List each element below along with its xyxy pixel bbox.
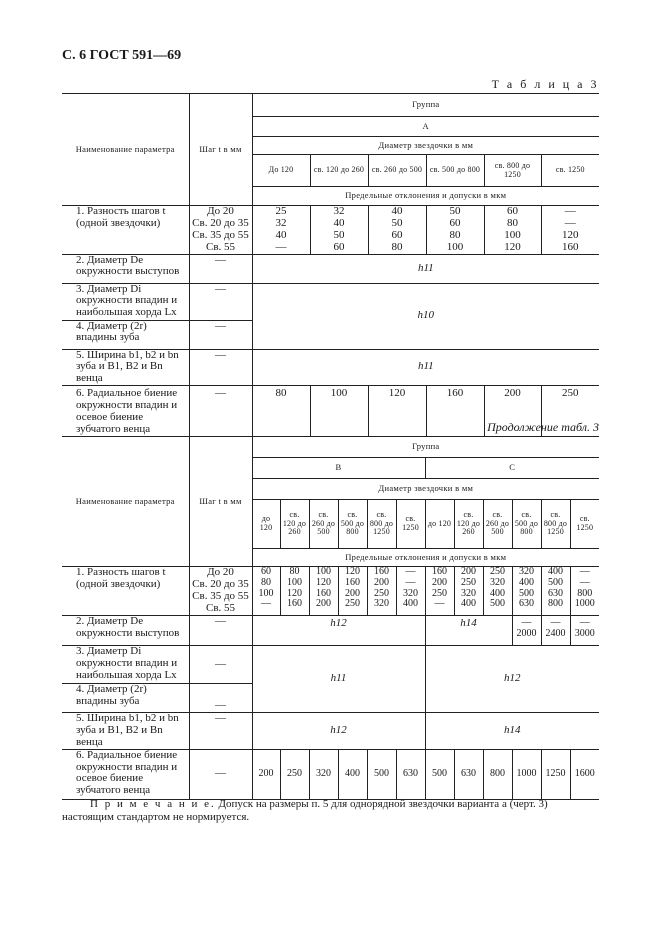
tolerance-field-c: h14 <box>425 616 512 646</box>
value-cell: 50 60 80 100 <box>426 206 484 255</box>
diameter-header: Диаметр звездочки в мм <box>252 137 599 155</box>
range-header: св. 1250 <box>570 500 599 549</box>
param-name: 6. Радиальное биение окружности впадин и осевое биение зубчатого венца <box>62 749 189 799</box>
value-cell: 320 400 500 630 <box>512 567 541 616</box>
value-cell: 250 <box>280 749 309 799</box>
range-header: св. 800 до 1250 <box>367 500 396 549</box>
tolerance-field: h10 <box>252 283 599 349</box>
group-name: B <box>252 458 425 479</box>
range-header: св. 260 до 500 <box>483 500 512 549</box>
value-cell: —2000 <box>512 616 541 646</box>
group-name: A <box>252 117 599 137</box>
value-cell: 250 320 400 500 <box>483 567 512 616</box>
step-value: — <box>189 283 252 320</box>
param-name: 6. Радиальное биение окружности впадин и осевое биение зубчатого венца <box>62 386 189 436</box>
table-label: Т а б л и ц а 3 <box>491 77 599 91</box>
diameter-header: Диаметр звездочки в мм <box>252 479 599 500</box>
param-name: 2. Диаметр De окружности выступов <box>62 616 189 646</box>
value-cell: 250 <box>562 387 579 400</box>
value-cell: 80 <box>252 386 310 436</box>
value-cell: 60 80 100 120 <box>484 206 541 255</box>
value-cell: 500 <box>425 749 454 799</box>
step-value: — <box>189 646 252 684</box>
param-name: 3. Диаметр Di окружности впадин и наибольшая хорда Lx <box>62 283 189 320</box>
page-header: С. 6 ГОСТ 591—69 <box>62 48 182 63</box>
value-cell: 200 <box>484 386 541 436</box>
range-header: св. 120 до 260 <box>310 155 368 187</box>
value-cell: 40 50 60 80 <box>368 206 426 255</box>
step-values <box>189 567 252 616</box>
value-cell: 100 120 160 200 <box>309 567 338 616</box>
step-column-header: Шаг t в мм <box>189 94 252 206</box>
group-header: Группа <box>252 94 599 117</box>
tolerance-table-group-a <box>62 93 599 436</box>
value-cell: 120 <box>368 386 426 436</box>
deviations-header: Предельные отклонения и допуски в мкм <box>252 187 599 206</box>
range-header: св. 260 до 500 <box>309 500 338 549</box>
step-value: До 20 <box>207 205 234 217</box>
tolerance-field-c: h14 <box>425 713 599 750</box>
tolerance-field: h11 <box>252 349 599 386</box>
value-cell: 1600 <box>570 749 599 799</box>
range-header: св. 500 до 800 <box>338 500 367 549</box>
table-note <box>62 798 602 824</box>
range-header: св. 120 до 260 <box>280 500 309 549</box>
continuation-label: Продолжение табл. 3 <box>487 420 599 434</box>
group-header: Группа <box>252 437 599 458</box>
step-value: Св. 35 до 55 <box>192 589 249 602</box>
value-cell: 160 200 250 — <box>425 567 454 616</box>
param-name: 1. Разность шагов t (одной звездочки) <box>62 567 189 616</box>
step-value: — <box>189 616 252 646</box>
range-header: до 120 <box>425 500 454 549</box>
value-cell: 630 <box>454 749 483 799</box>
step-column-header: Шаг t в мм <box>189 437 252 567</box>
step-value: — <box>189 749 252 799</box>
step-values <box>189 206 252 255</box>
value-cell: 500 <box>367 749 396 799</box>
range-header: До 120 <box>252 155 310 187</box>
value-cell: 1000 <box>512 749 541 799</box>
param-name: 3. Диаметр Di окружности впадин и наибольшая хорда Lx <box>62 646 189 684</box>
range-header: св. 500 до 800 <box>426 155 484 187</box>
value-cell: 60 80 100 — <box>252 567 280 616</box>
value-cell: — — 320 400 <box>396 567 425 616</box>
value-cell: 160 <box>426 386 484 436</box>
value-cell: 160 200 250 320 <box>367 567 396 616</box>
value-cell: —3000 <box>570 616 599 646</box>
value-cell: 400 500 630 800 <box>541 567 570 616</box>
value-cell: 200 250 320 400 <box>454 567 483 616</box>
value-cell: 120 160 200 250 <box>338 567 367 616</box>
range-header: св. 800 до 1250 <box>484 155 541 187</box>
value-cell: 400 <box>338 749 367 799</box>
value-cell: 100 <box>310 386 368 436</box>
range-header: св. 500 до 800 <box>512 500 541 549</box>
step-value: — <box>189 320 252 349</box>
value-cell: — — 120 160 <box>541 206 599 255</box>
range-header: св. 1250 <box>396 500 425 549</box>
group-name: C <box>425 458 599 479</box>
param-name: 1. Разность шагов t (одной звездочки) <box>62 206 189 255</box>
range-header: до 120 <box>252 500 280 549</box>
tolerance-field-c: h12 <box>425 646 599 713</box>
note-text: Допуск на размеры п. 5 для однорядной звездочки варианта а (черт. 3) настоящим стандартом не нормируется. <box>62 798 548 823</box>
tolerance-field-b: h12 <box>252 713 425 750</box>
param-column-header: Наименование параметра <box>62 94 189 206</box>
range-header: св. 800 до 1250 <box>541 500 570 549</box>
range-header: св. 260 до 500 <box>368 155 426 187</box>
step-value: — <box>189 349 252 386</box>
value-cell: 25 32 40 — <box>252 206 310 255</box>
tolerance-field: h11 <box>252 254 599 283</box>
step-value: — <box>189 386 252 436</box>
value-cell: 32 40 50 60 <box>310 206 368 255</box>
note-label: П р и м е ч а н и е. <box>90 798 216 810</box>
value-cell: 200 <box>252 749 280 799</box>
step-value: Св. 20 до 35 <box>192 577 249 590</box>
param-name: 5. Ширина b1, b2 и bn зуба и B1, B2 и Bn венца <box>62 349 189 386</box>
tolerance-field-b: h12 <box>252 616 425 646</box>
value-cell: —2400 <box>541 616 570 646</box>
deviations-header: Предельные отклонения и допуски в мкм <box>252 549 599 567</box>
step-value: — <box>189 713 252 750</box>
param-column-header: Наименование параметра <box>62 437 189 567</box>
value-cell: 630 <box>396 749 425 799</box>
value-cell: — — 800 1000 <box>570 567 599 616</box>
step-value: Св. 35 до 55 <box>192 228 249 241</box>
tolerance-field-b: h11 <box>252 646 425 713</box>
step-value: Св. 55 <box>205 601 236 614</box>
tolerance-table-groups-b-c <box>62 436 599 800</box>
value-cell: 1250 <box>541 749 570 799</box>
range-header: св. 1250 <box>541 155 599 187</box>
param-name: 4. Диаметр (2r) впадины зуба <box>62 320 189 349</box>
step-value: До 20 <box>207 566 234 578</box>
value-cell: 800 <box>483 749 512 799</box>
param-name: 5. Ширина b1, b2 и bn зуба и B1, B2 и Bn венца <box>62 713 189 750</box>
step-value: Св. 20 до 35 <box>192 216 249 229</box>
value-cell: 80 100 120 160 <box>280 567 309 616</box>
param-name: 4. Диаметр (2r) впадины зуба <box>62 684 189 713</box>
step-value: Св. 55 <box>205 240 236 253</box>
step-value: — <box>189 254 252 283</box>
value-cell: 320 <box>309 749 338 799</box>
step-value: — <box>189 684 252 713</box>
range-header: св. 120 до 260 <box>454 500 483 549</box>
param-name: 2. Диаметр De окружности выступов <box>62 254 189 283</box>
